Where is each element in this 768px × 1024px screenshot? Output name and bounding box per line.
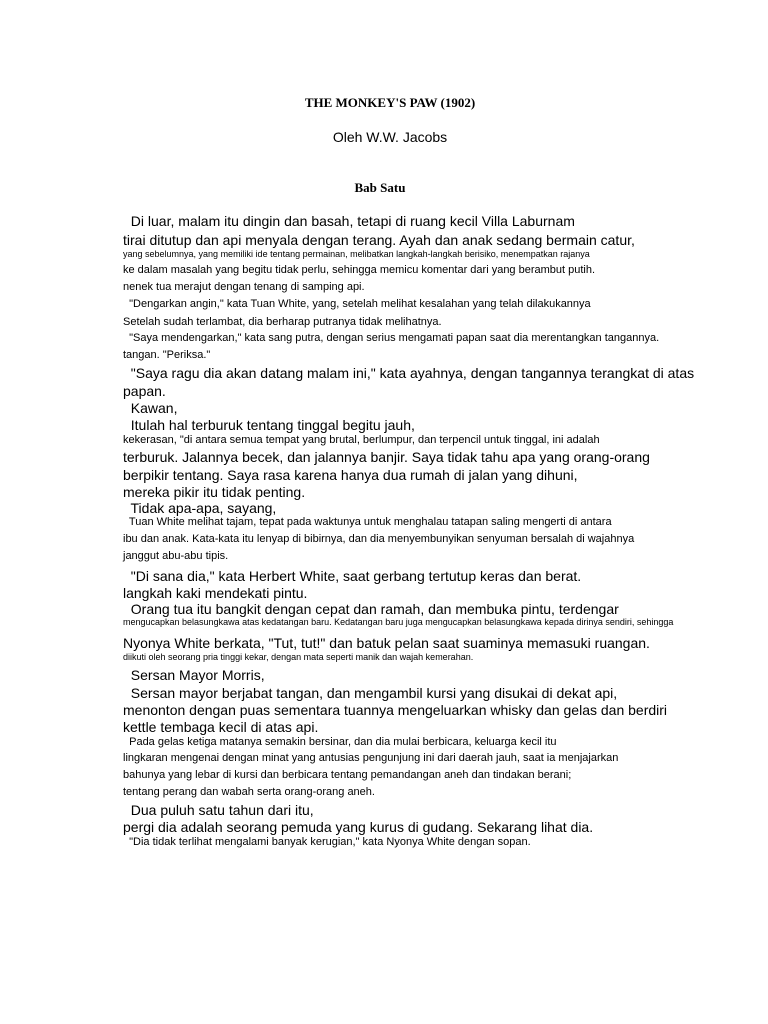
text-line: Sersan Mayor Morris, [123, 667, 265, 683]
text-line: ke dalam masalah yang begitu tidak perlu, sehingga memicu komentar dari yang berambut putih. [123, 264, 596, 276]
text-line: Nyonya White berkata, "Tut, tut!" dan batuk pelan saat suaminya memasuki ruangan. [123, 635, 650, 651]
text-line: kettle tembaga kecil di atas api. [123, 719, 319, 735]
text-line: pergi dia adalah seorang pemuda yang kurus di gudang. Sekarang lihat dia. [123, 819, 594, 835]
text-line: lingkaran mengenai dengan minat yang antusias pengunjung ini dari daerah jauh, saat ia menjajarkan [123, 752, 619, 764]
text-line: terburuk. Jalannya becek, dan jalannya banjir. Saya tidak tahu apa yang orang-orang [123, 449, 650, 465]
text-line: Setelah sudah terlambat, dia berharap putranya tidak melihatnya. [123, 316, 442, 328]
text-line: mereka pikir itu tidak penting. [123, 484, 306, 500]
text-line: "Dengarkan angin," kata Tuan White, yang, setelah melihat kesalahan yang telah dilakukannya [123, 298, 591, 310]
text-line: Kawan, [123, 400, 178, 416]
chapter-heading: Bab Satu [354, 180, 406, 195]
text-line: langkah kaki mendekati pintu. [123, 585, 308, 601]
author-line: Oleh W.W. Jacobs [332, 129, 448, 145]
text-line: Tuan White melihat tajam, tepat pada waktunya untuk menghalau tatapan saling mengerti di antara [123, 516, 612, 528]
text-line: Itulah hal terburuk tentang tinggal begitu jauh, [123, 417, 415, 433]
text-line: menonton dengan puas sementara tuannya mengeluarkan whisky dan gelas dan berdiri [123, 702, 668, 718]
text-line: "Saya ragu dia akan datang malam ini," kata ayahnya, dengan tangannya terangkat di atas [123, 365, 695, 381]
text-line: Sersan mayor berjabat tangan, dan mengambil kursi yang disukai di dekat api, [123, 685, 618, 701]
text-line: yang sebelumnya, yang memiliki ide tentang permainan, melibatkan langkah-langkah berisiko, menempatkan rajanya [123, 249, 590, 259]
text-line: nenek tua merajut dengan tenang di samping api. [123, 281, 365, 293]
text-line: Di luar, malam itu dingin dan basah, tetapi di ruang kecil Villa Laburnam [123, 213, 575, 229]
text-line: "Dia tidak terlihat mengalami banyak kerugian," kata Nyonya White dengan sopan. [123, 836, 531, 848]
text-line: papan. [123, 383, 166, 399]
text-line: Tidak apa-apa, sayang, [123, 500, 277, 516]
text-line: Dua puluh satu tahun dari itu, [123, 802, 314, 818]
text-line: Orang tua itu bangkit dengan cepat dan ramah, dan membuka pintu, terdengar [123, 601, 619, 617]
text-line: berpikir tentang. Saya rasa karena hanya dua rumah di jalan yang dihuni, [123, 467, 578, 483]
text-line: "Saya mendengarkan," kata sang putra, dengan serius mengamati papan saat dia merentangkan tangannya. [123, 332, 660, 344]
text-line: tentang perang dan wabah serta orang-orang aneh. [123, 786, 375, 798]
text-line: Pada gelas ketiga matanya semakin bersinar, dan dia mulai berbicara, keluarga kecil itu [123, 736, 557, 748]
text-line: janggut abu-abu tipis. [123, 550, 229, 562]
document-title: THE MONKEY'S PAW (1902) [304, 95, 476, 110]
text-line: ibu dan anak. Kata-kata itu lenyap di bibirnya, dan dia menyembunyikan senyuman bersalah di wajahnya [123, 533, 635, 545]
text-line: diikuti oleh seorang pria tinggi kekar, dengan mata seperti manik dan wajah kemerahan. [123, 652, 474, 662]
text-line: mengucapkan belasungkawa atas kedatangan baru. Kedatangan baru juga mengucapkan belasungkawa kepada dirinya sendiri, sehingga [123, 617, 674, 627]
text-line: tirai ditutup dan api menyala dengan terang. Ayah dan anak sedang bermain catur, [123, 232, 635, 248]
text-line: kekerasan, "di antara semua tempat yang brutal, berlumpur, dan terpencil untuk tinggal, ini adalah [123, 434, 600, 446]
text-line: "Di sana dia," kata Herbert White, saat gerbang tertutup keras dan berat. [123, 568, 582, 584]
text-line: tangan. "Periksa." [123, 349, 211, 361]
text-line: bahunya yang lebar di kursi dan berbicara tentang pemandangan aneh dan tindakan berani; [123, 769, 572, 781]
